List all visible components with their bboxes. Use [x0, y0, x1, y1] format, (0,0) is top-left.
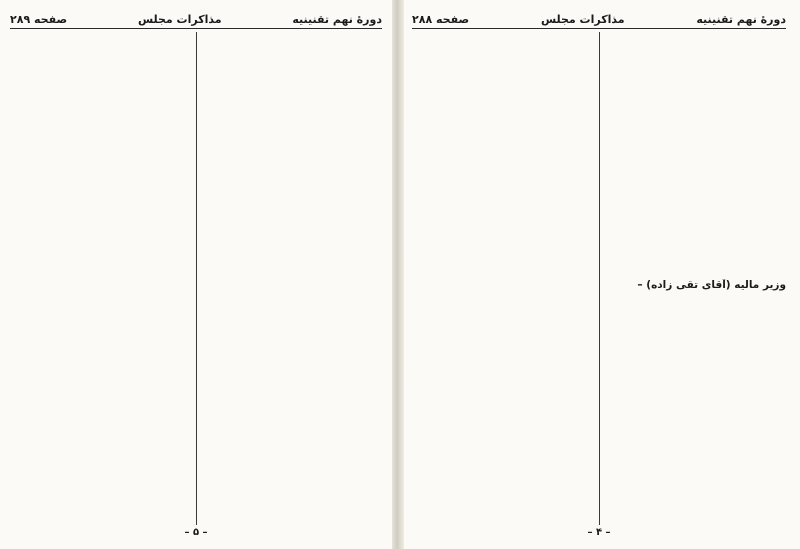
left-journal-title: دورهٔ نهم تقنینیه: [292, 12, 382, 26]
right-page-footer-number: – ۴ –: [587, 527, 611, 538]
right-page-column-left: [412, 32, 594, 525]
right-journal-title: دورهٔ نهم تقنینیه: [696, 12, 786, 26]
right-page-column-divider: [599, 32, 600, 525]
left-page-number: صفحه ۲۸۹: [10, 12, 68, 26]
right-page-column-right-top: [604, 32, 786, 265]
left-page-header: [10, 10, 382, 29]
left-page-column-divider: [196, 32, 197, 525]
right-section-title: مذاکرات مجلس: [540, 12, 625, 26]
right-page: [406, 6, 792, 543]
book-gutter: [392, 0, 404, 549]
left-page-footer-number: – ۵ –: [184, 527, 208, 538]
left-page: [4, 6, 388, 543]
left-section-title: مذاکرات مجلس: [137, 12, 222, 26]
right-page-column-right-bottom: [604, 298, 786, 525]
left-page-column-right: [200, 32, 382, 525]
right-page-header: [412, 10, 786, 29]
left-page-column-left: [10, 32, 192, 525]
right-page-number: صفحه ۲۸۸: [412, 12, 470, 26]
speaker-heading-finance-minister: وزیر مالیه (آقای تقی زاده) –: [604, 279, 786, 295]
